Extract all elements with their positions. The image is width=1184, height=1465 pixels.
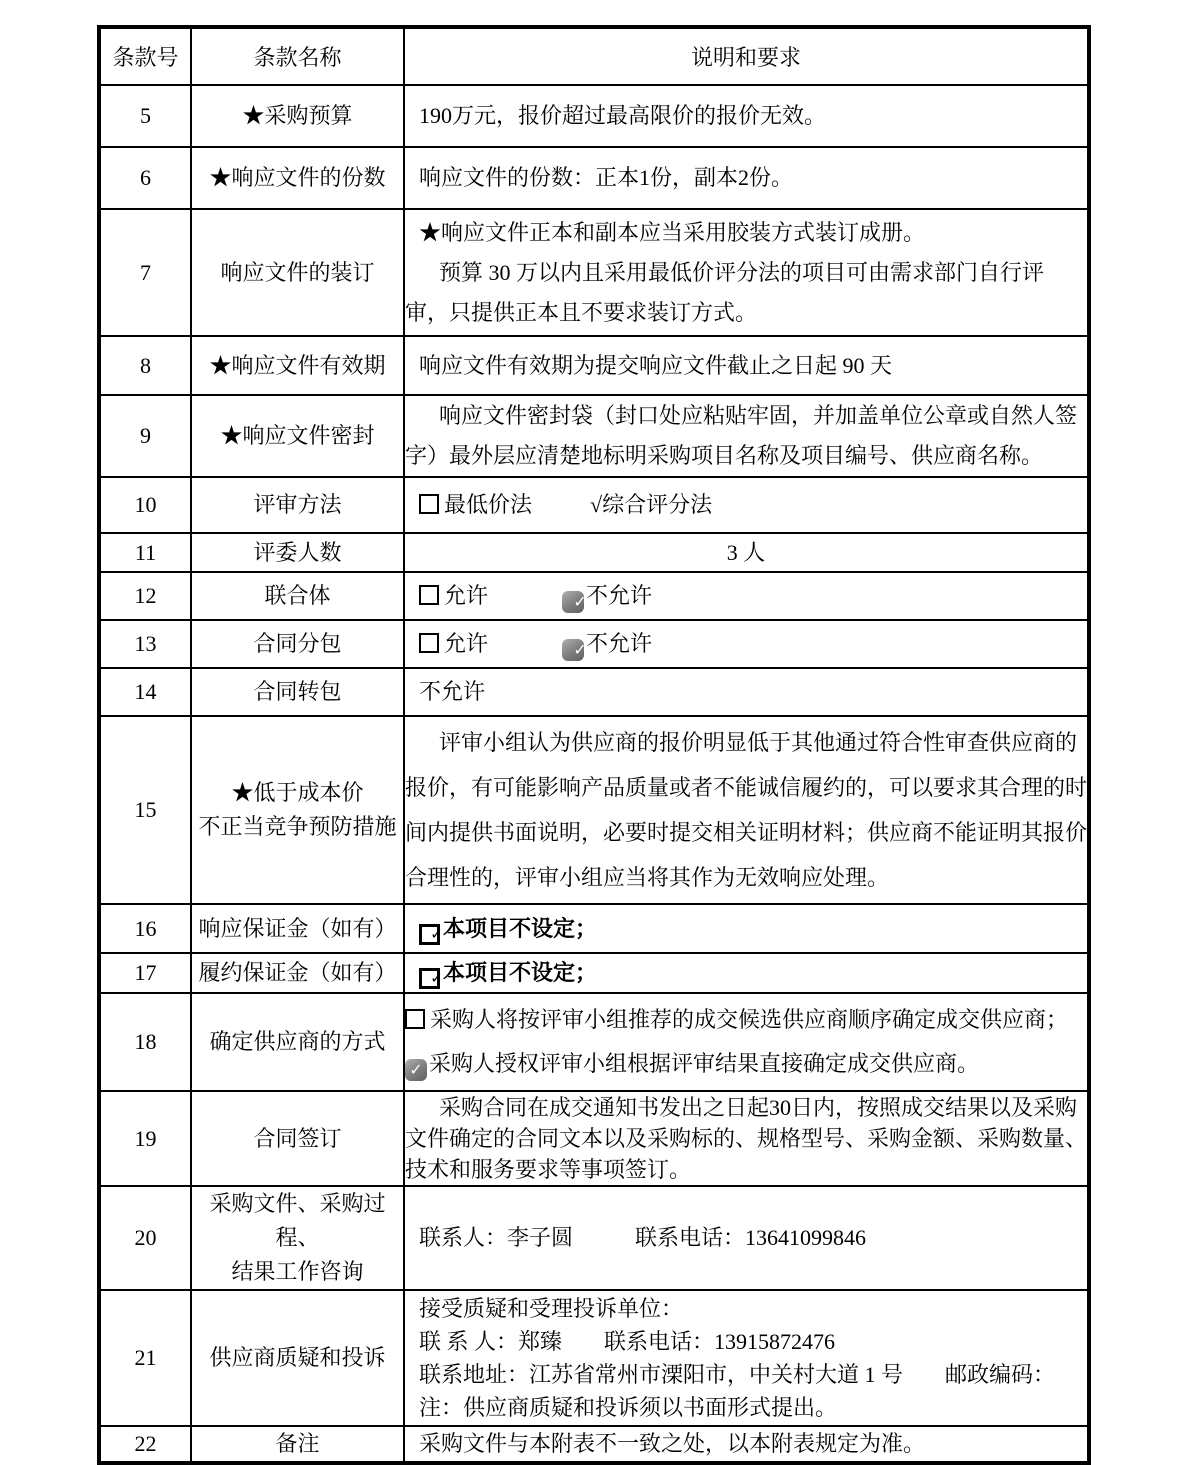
clause-name-line: ★响应文件密封	[220, 423, 375, 448]
table-row	[99, 477, 1089, 533]
text-run: 响应文件的份数：正本1份，副本2份。	[419, 165, 794, 190]
clause-description	[404, 1186, 1089, 1290]
table-row	[99, 1186, 1089, 1290]
clause-number: 14	[99, 668, 191, 716]
clause-name	[191, 716, 404, 904]
text-run: 允许	[444, 631, 489, 656]
description-paragraph	[405, 1292, 1087, 1325]
clause-name-line: 合同签订	[253, 1125, 342, 1151]
text-run: 不允许	[586, 631, 653, 656]
table-row	[99, 953, 1089, 993]
header-description: 说明和要求	[404, 27, 1089, 85]
table-row	[99, 533, 1089, 572]
clause-number: 21	[99, 1290, 191, 1426]
text-run: ★响应文件正本和副本应当采用胶装方式装订成册。	[419, 219, 926, 245]
text-run: 响应文件有效期为提交响应文件截止之日起 90 天	[419, 352, 893, 378]
checkbox-checked-gray-icon: ✓	[562, 639, 584, 661]
checkbox-checked-gray-icon: ✓	[562, 591, 584, 613]
checkbox-unchecked-icon	[419, 585, 439, 605]
clause-name-line: ★采购预算	[242, 103, 353, 128]
text-run: 接受质疑和受理投诉单位：	[419, 1296, 684, 1321]
clause-description	[404, 993, 1089, 1091]
clause-description	[404, 904, 1089, 953]
table-row	[99, 1426, 1089, 1463]
text-run: 采购合同在成交通知书发出之日起30日内，按照成交结果以及采购文件确定的合同文本以及采购标的、规格型号、采购金额、采购数量、技术和服务要求等事项签订。	[405, 1095, 1088, 1182]
clause-number: 6	[99, 147, 191, 209]
clause-name	[191, 533, 404, 572]
table-row	[99, 1290, 1089, 1426]
clause-description	[404, 1290, 1089, 1426]
clause-name	[191, 477, 404, 533]
clause-name	[191, 572, 404, 620]
checkbox-unchecked-icon	[419, 633, 439, 653]
clause-name-line: 合同转包	[253, 679, 342, 704]
clause-description	[404, 668, 1089, 716]
clause-number: 5	[99, 85, 191, 147]
description-paragraph	[405, 1221, 1087, 1255]
clause-description	[404, 85, 1089, 147]
description-paragraph	[405, 396, 1087, 476]
description-paragraph	[405, 720, 1087, 900]
table-row	[99, 209, 1089, 336]
clause-name-line: 备注	[275, 1431, 320, 1456]
text-run: 采购人授权评审小组根据评审结果直接确定成交供应商。	[429, 1051, 980, 1076]
checkbox-checked-black-icon: ✓	[419, 968, 440, 989]
clause-name-line: ★响应文件有效期	[209, 352, 386, 378]
table-row	[99, 716, 1089, 904]
clause-name-line: 结果工作咨询	[231, 1259, 364, 1284]
clause-name	[191, 336, 404, 395]
table-row	[99, 993, 1089, 1091]
text-run: 联系地址：江苏省常州市溧阳市，中关村大道 1 号	[419, 1362, 904, 1387]
table-header-row	[99, 27, 1089, 85]
text-run: 本项目不设定；	[443, 960, 598, 985]
description-paragraph	[405, 956, 1087, 990]
clause-name-line: 履约保证金（如有）	[198, 960, 397, 985]
clause-name	[191, 85, 404, 147]
clause-number: 16	[99, 904, 191, 953]
clause-name	[191, 953, 404, 993]
table-row	[99, 85, 1089, 147]
description-paragraph	[405, 1042, 1087, 1086]
clause-name-line: 响应文件的装订	[220, 259, 375, 285]
clause-name-line: ★低于成本价	[231, 780, 364, 805]
clause-number: 22	[99, 1426, 191, 1463]
description-paragraph	[405, 99, 1087, 133]
text-run: 联系电话：13915872476	[604, 1329, 836, 1354]
checkbox-unchecked-icon	[419, 494, 439, 514]
checkbox-checked-gray-icon: ✓	[405, 1059, 427, 1081]
clause-name	[191, 993, 404, 1091]
text-run: 最低价法	[444, 492, 533, 517]
clause-number: 11	[99, 533, 191, 572]
text-run: 采购人将按评审小组推荐的成交候选供应商顺序确定成交供应商；	[430, 1007, 1069, 1032]
description-paragraph	[405, 627, 1087, 661]
clause-description	[404, 336, 1089, 395]
clause-number: 9	[99, 395, 191, 477]
table-row	[99, 395, 1089, 477]
checkbox-checked-black-icon: ✓	[419, 924, 440, 945]
clause-name	[191, 209, 404, 336]
text-run: 联系人：李子圆	[419, 1225, 574, 1250]
description-paragraph	[405, 349, 1087, 383]
clause-description	[404, 533, 1089, 572]
clause-name	[191, 395, 404, 477]
clause-name-line: 评委人数	[253, 539, 342, 565]
clause-name	[191, 1426, 404, 1463]
clause-number: 8	[99, 336, 191, 395]
clause-name	[191, 1290, 404, 1426]
clause-number: 7	[99, 209, 191, 336]
text-run: 联系电话：13641099846	[635, 1225, 867, 1250]
text-run: 评审小组认为供应商的报价明显低于其他通过符合性审查供应商的报价，有可能影响产品质量或者不能诚信履约的，可以要求其合理的时间内提供书面说明，必要时提交相关证明材料；供应商不能证明其报价合理性的，评审小组应当将其作为无效响应处理。	[405, 730, 1088, 890]
text-run: 注：供应商质疑和投诉须以书面形式提出。	[419, 1395, 838, 1420]
clause-name-line: 供应商质疑和投诉	[209, 1345, 386, 1370]
clause-name	[191, 668, 404, 716]
clause-description	[404, 572, 1089, 620]
clause-name	[191, 1091, 404, 1186]
description-paragraph	[405, 1427, 1087, 1461]
description-paragraph	[405, 675, 1087, 709]
table-row	[99, 668, 1089, 716]
clause-description	[404, 953, 1089, 993]
description-paragraph	[405, 1325, 1087, 1358]
clause-name-line: 响应保证金（如有）	[198, 915, 397, 941]
clause-number: 15	[99, 716, 191, 904]
description-paragraph	[405, 488, 1087, 522]
table-row	[99, 904, 1089, 953]
text-run: 允许	[444, 583, 489, 608]
header-clause-number: 条款号	[99, 27, 191, 85]
clause-name	[191, 147, 404, 209]
text-run: √综合评分法	[590, 492, 713, 517]
clause-number: 12	[99, 572, 191, 620]
text-run: 本项目不设定；	[443, 915, 598, 941]
text-run: 不允许	[586, 583, 653, 608]
clause-number: 17	[99, 953, 191, 993]
description-paragraph	[405, 161, 1087, 195]
table-row	[99, 572, 1089, 620]
checkbox-unchecked-icon	[405, 1009, 425, 1029]
text-run: 采购文件与本附表不一致之处，以本附表规定为准。	[419, 1431, 926, 1456]
terms-table	[97, 25, 1091, 1465]
clause-description	[404, 1091, 1089, 1186]
clause-name	[191, 620, 404, 668]
table-row	[99, 1091, 1089, 1186]
clause-name	[191, 1186, 404, 1290]
description-paragraph	[405, 1391, 1087, 1424]
clause-description	[404, 620, 1089, 668]
text-run: 邮政编码：	[945, 1362, 1056, 1387]
header-clause-name: 条款名称	[191, 27, 404, 85]
clause-number: 19	[99, 1091, 191, 1186]
clause-description	[404, 147, 1089, 209]
clause-name-line: 采购文件、采购过程、	[209, 1191, 386, 1250]
table-row	[99, 336, 1089, 395]
description-paragraph	[405, 536, 1087, 570]
table-row	[99, 620, 1089, 668]
clause-number: 20	[99, 1186, 191, 1290]
text-run: 响应文件密封袋（封口处应粘贴牢固，并加盖单位公章或自然人签字）最外层应清楚地标明采购项目名称及项目编号、供应商名称。	[405, 403, 1078, 468]
description-paragraph	[405, 912, 1087, 946]
clause-name-line: 合同分包	[253, 631, 342, 656]
clause-name-line: 联合体	[264, 583, 331, 608]
clause-name-line: 不正当竞争预防措施	[198, 814, 397, 839]
clause-name	[191, 904, 404, 953]
clause-description	[404, 395, 1089, 477]
text-run: 联 系 人：郑臻	[419, 1329, 563, 1354]
description-paragraph	[405, 1092, 1087, 1185]
clause-name-line: ★响应文件的份数	[209, 165, 386, 190]
table-row	[99, 147, 1089, 209]
clause-name-line: 评审方法	[253, 492, 342, 517]
description-paragraph	[405, 213, 1087, 253]
clause-description	[404, 209, 1089, 336]
description-paragraph	[405, 1358, 1087, 1391]
description-paragraph	[405, 579, 1087, 613]
clause-name-line: 确定供应商的方式	[209, 1029, 386, 1054]
clause-number: 13	[99, 620, 191, 668]
text-run: 预算 30 万以内且采用最低价评分法的项目可由需求部门自行评审，只提供正本且不要求装订方式。	[405, 259, 1045, 325]
description-paragraph	[405, 998, 1087, 1042]
clause-description	[404, 477, 1089, 533]
clause-number: 18	[99, 993, 191, 1091]
text-run: 190万元，报价超过最高限价的报价无效。	[419, 103, 827, 128]
clause-number: 10	[99, 477, 191, 533]
clause-description	[404, 716, 1089, 904]
clause-description	[404, 1426, 1089, 1463]
description-paragraph	[405, 253, 1087, 333]
text-run: 3 人	[726, 539, 766, 565]
text-run: 不允许	[419, 679, 486, 704]
